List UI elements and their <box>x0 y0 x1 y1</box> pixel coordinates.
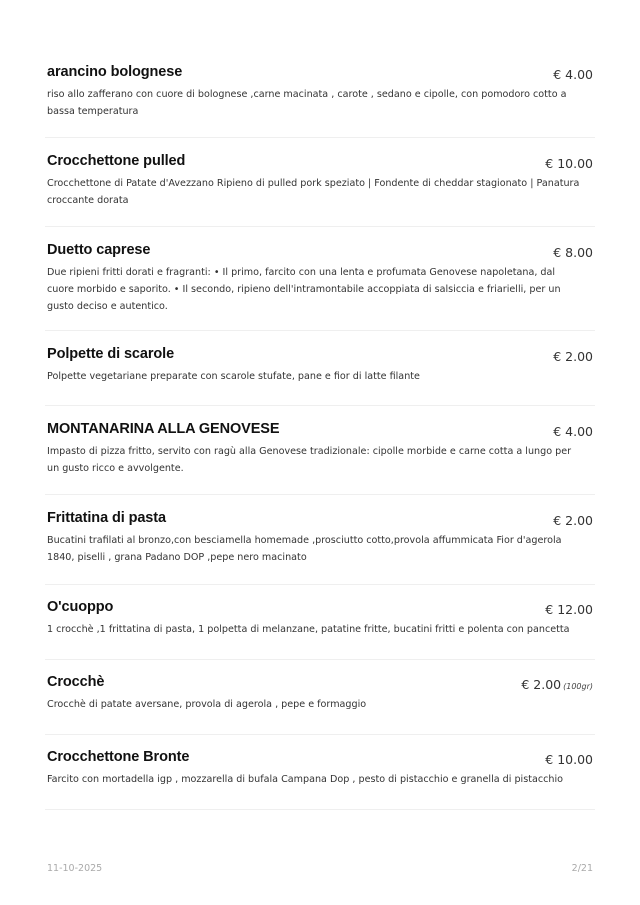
item-description: Crocchettone di Patate d'Avezzano Ripieno di pulled pork speziato | Fondente di cheddar stagionato | Panatura croccante dorata <box>47 178 580 206</box>
item-price: € 2.00 <box>553 349 593 364</box>
item-price-unit: (100gr) <box>563 682 593 691</box>
footer-date: 11-10-2025 <box>47 863 103 874</box>
item-description: Due ripieni fritti dorati e fragranti: • Il primo, farcito con una lenta e profumata Genovese napoletana, dal cuore morbido e saporito. • Il secondo, ripieno dell'intramontabile accoppiata di salsiccia e friarielli, per un gusto deciso e autentico. <box>47 267 561 312</box>
item-description: Crocchè di patate aversane, provola di agerola , pepe e formaggio <box>47 699 367 710</box>
item-title: Frittatina di pasta <box>47 510 166 526</box>
item-price: € 4.00 <box>553 424 593 439</box>
item-price: € 2.00 (100gr) <box>521 677 593 692</box>
item-description: Farcito con mortadella igp , mozzarella di bufala Campana Dop , pesto di pistacchio e granella di pistacchio <box>47 774 564 785</box>
item-description: 1 crocchè ,1 frittatina di pasta, 1 polpetta di melanzane, patatine fritte, bucatini fritti e polenta con pancetta <box>47 624 570 635</box>
menu-item <box>45 64 595 138</box>
item-description: Impasto di pizza fritto, servito con ragù alla Genovese tradizionale: cipolle morbide e carne cotta a lungo per un gusto ricco e avvolgente. <box>47 446 572 474</box>
item-description: riso allo zafferano con cuore di bolognese ,carne macinata , carote , sedano e cipolle, con pomodoro cotto a bassa temperatura <box>47 89 567 117</box>
item-description: Bucatini trafilati al bronzo,con besciamella homemade ,prosciutto cotto,provola affummicata Fior d'agerola 1840, piselli , grana Padano DOP ,pepe nero macinato <box>47 535 562 563</box>
item-title: O'cuoppo <box>47 599 114 615</box>
menu-item <box>45 346 595 406</box>
item-title: Duetto caprese <box>47 242 151 258</box>
item-price: € 4.00 <box>553 67 593 82</box>
item-price: € 12.00 <box>545 602 593 617</box>
menu-item <box>45 421 595 495</box>
item-title: Crocchè <box>47 674 105 690</box>
menu-item <box>45 749 595 810</box>
item-title: Crocchettone pulled <box>47 153 186 169</box>
item-title: Polpette di scarole <box>47 346 175 362</box>
item-price: € 8.00 <box>553 245 593 260</box>
item-price: € 2.00 <box>553 513 593 528</box>
item-title: Crocchettone Bronte <box>47 749 190 765</box>
item-title: MONTANARINA ALLA GENOVESE <box>47 421 280 437</box>
menu-item <box>45 674 595 735</box>
menu-item <box>45 599 595 660</box>
item-description: Polpette vegetariane preparate con scarole stufate, pane e fior di latte filante <box>47 371 420 382</box>
menu-item <box>45 242 595 331</box>
item-price: € 10.00 <box>545 752 593 767</box>
item-title: arancino bolognese <box>47 64 183 80</box>
page-number: 2/21 <box>571 863 593 874</box>
menu-item <box>45 153 595 227</box>
item-price: € 10.00 <box>545 156 593 171</box>
menu-item <box>45 510 595 585</box>
